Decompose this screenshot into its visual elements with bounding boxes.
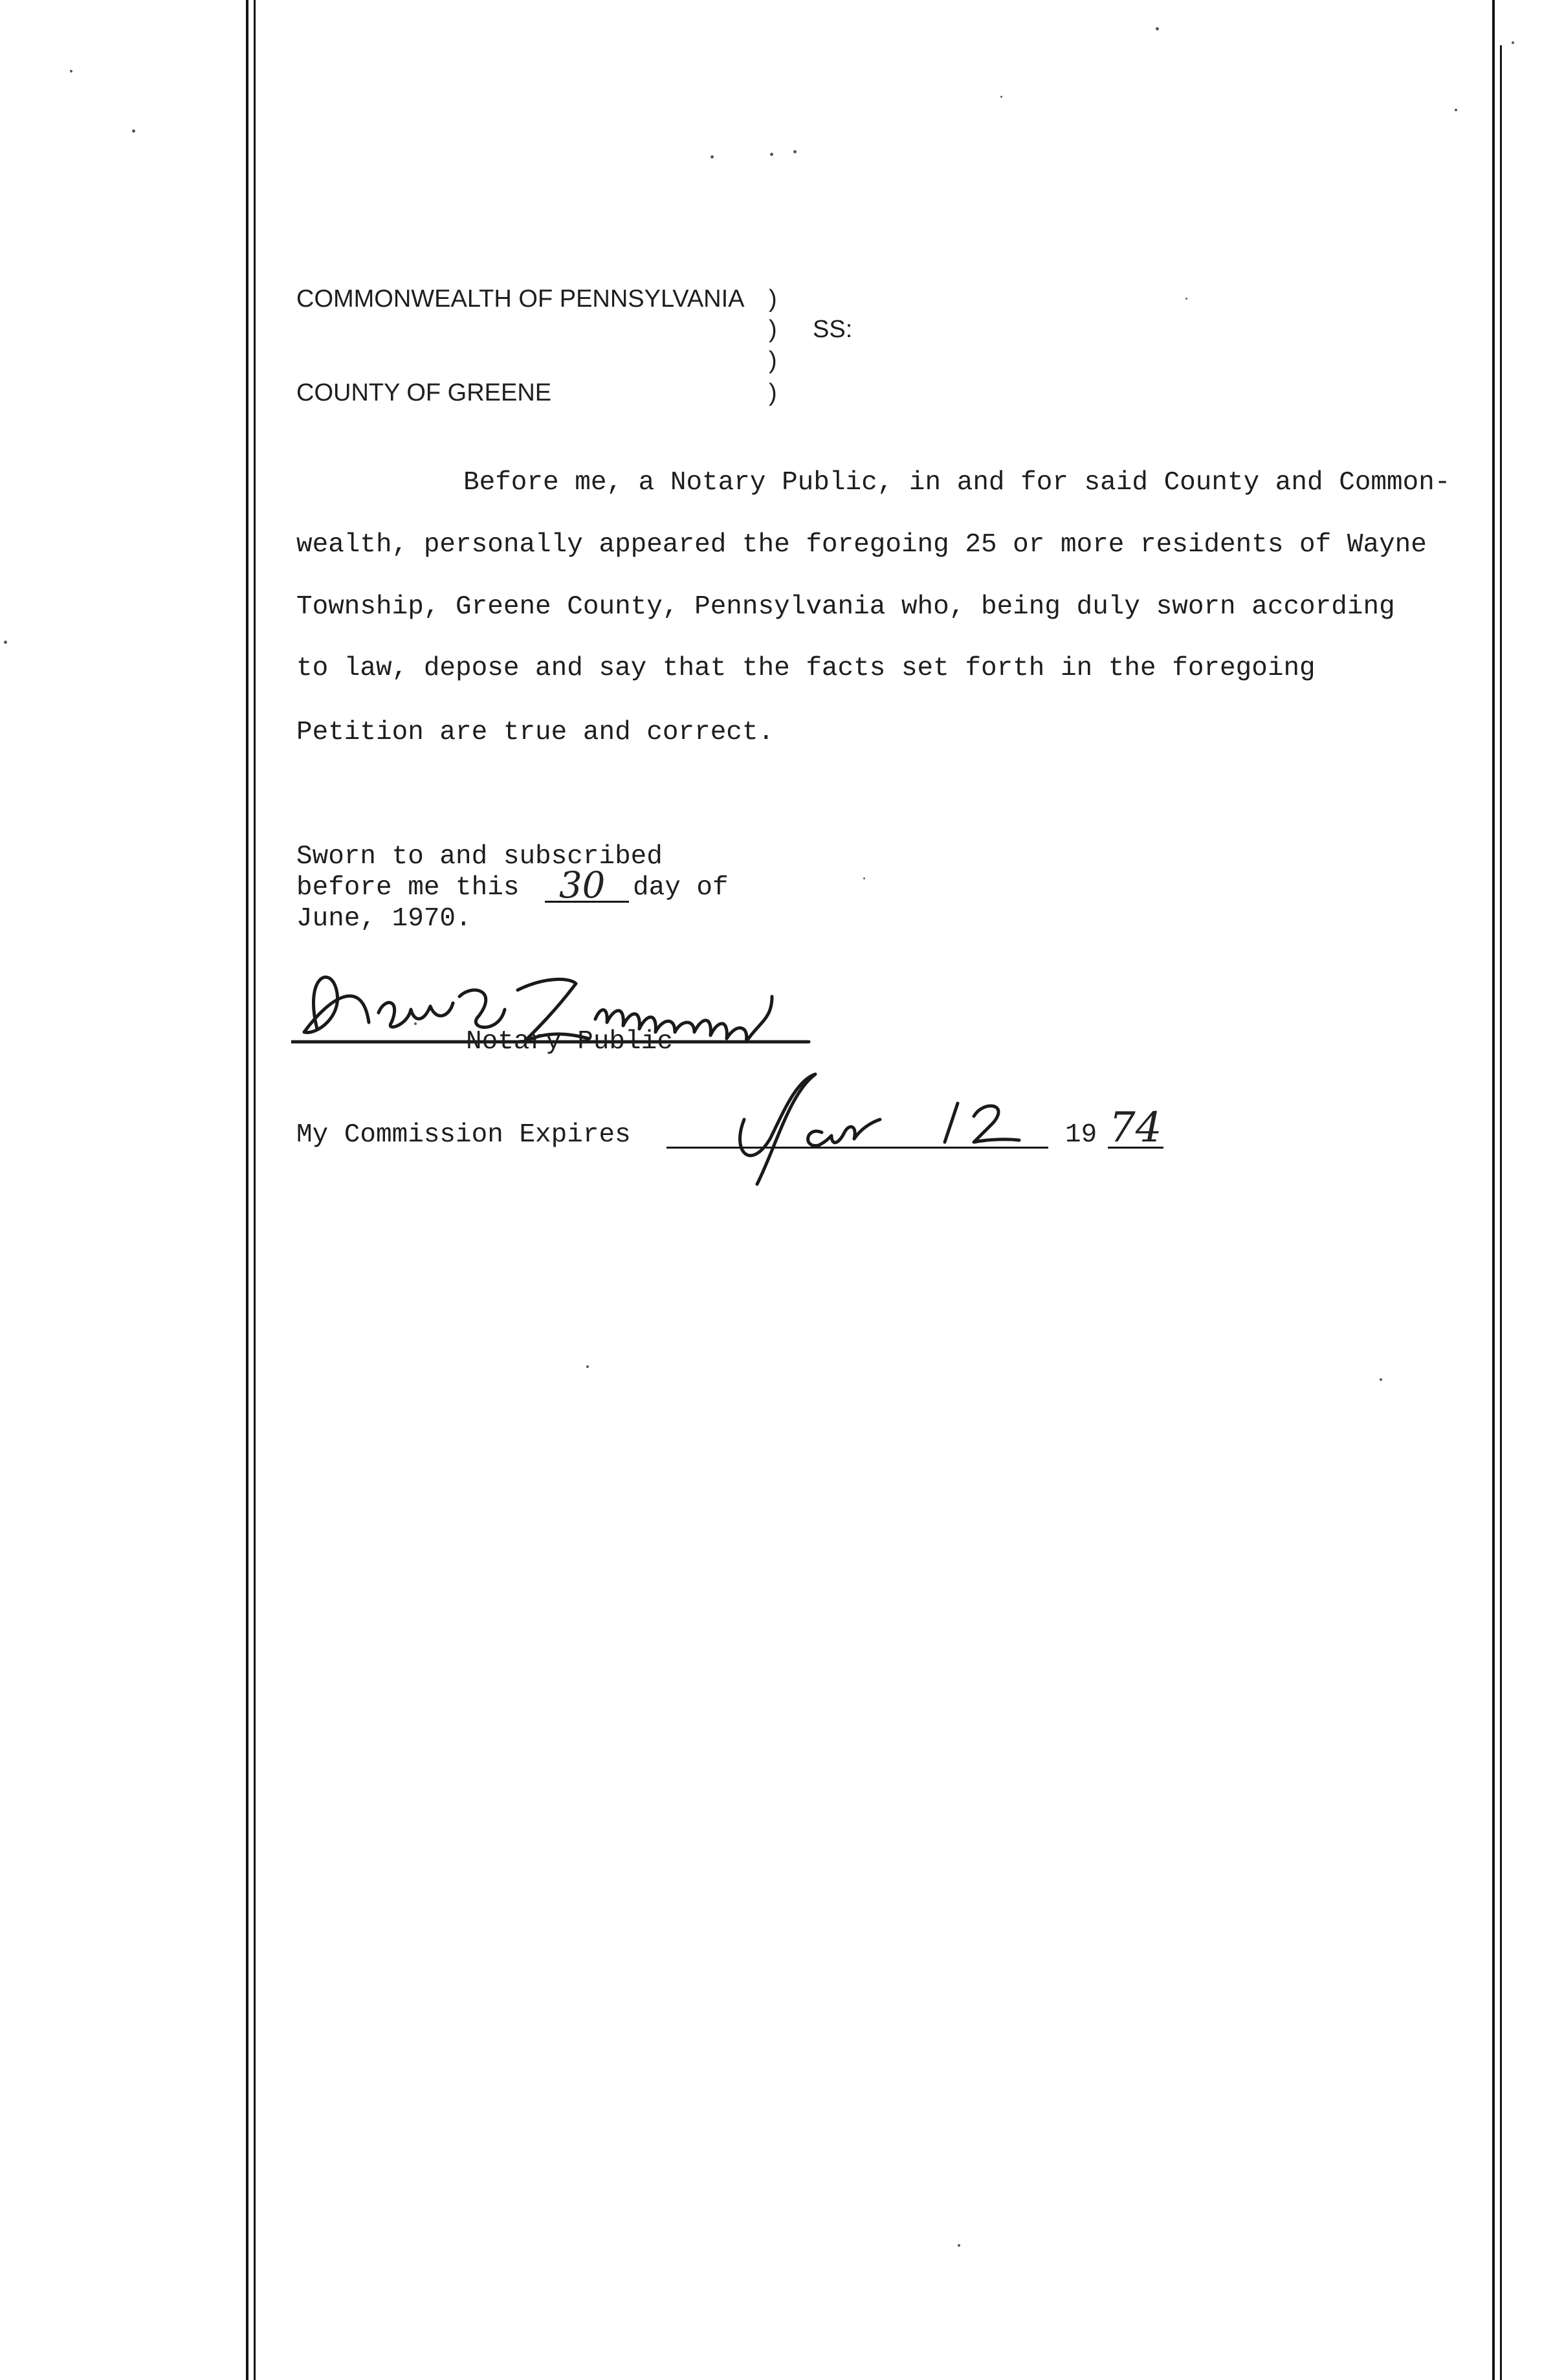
scan-speck <box>1512 41 1514 44</box>
scan-speck <box>793 150 797 153</box>
caption-state: COMMONWEALTH OF PENNSYLVANIA <box>296 285 745 313</box>
caption-paren: ) <box>769 347 777 374</box>
left-margin-rule-inner <box>254 0 256 2380</box>
body-line: Township, Greene County, Pennsylvania who, being duly sworn according <box>296 592 1395 622</box>
right-margin-rule-outer <box>1492 0 1495 2380</box>
commission-year-suffix: 74 <box>1109 1104 1162 1152</box>
scan-speck <box>132 129 135 133</box>
signature-text: Doris S. Zimmerman <box>298 1065 305 1066</box>
scan-speck <box>4 641 7 644</box>
commission-month <box>731 1100 732 1101</box>
jurat-line-prefix: before me this <box>296 873 520 903</box>
jurat-line: June, 1970. <box>296 904 472 934</box>
caption-paren: ) <box>769 379 777 406</box>
scan-speck <box>586 1365 589 1368</box>
scan-speck <box>770 153 773 156</box>
scan-speck <box>70 70 72 72</box>
commission-label: My Commission Expires <box>296 1120 631 1150</box>
caption-paren: ) <box>769 316 777 343</box>
scan-speck <box>1185 298 1187 300</box>
body-line: Petition are true and correct. <box>296 718 775 747</box>
scan-speck <box>710 155 714 159</box>
commission-month-handwriting <box>725 1068 932 1197</box>
jurat-line-suffix: day of <box>633 873 729 903</box>
body-line: to law, depose and say that the facts set forth in the foregoing <box>296 654 1316 683</box>
scan-speck <box>1455 109 1457 111</box>
body-line: wealth, personally appeared the foregoing 25 or more residents of Wayne <box>296 530 1427 560</box>
caption-county: COUNTY OF GREENE <box>296 379 552 406</box>
right-margin-rule-inner <box>1500 45 1502 2380</box>
commission-day-handwriting <box>938 1094 1029 1152</box>
notary-title: Notary Public <box>466 1027 673 1057</box>
scan-speck <box>863 877 865 879</box>
jurat-line: Sworn to and subscribed <box>296 842 663 872</box>
left-margin-rule-outer <box>246 0 248 2380</box>
scan-speck <box>1380 1378 1382 1381</box>
scan-speck <box>1000 96 1002 98</box>
caption-ss: SS: <box>813 316 853 343</box>
commission-year-prefix: 19 <box>1065 1120 1097 1150</box>
handwritten-day: 30 <box>559 865 606 907</box>
scan-speck <box>1156 27 1159 30</box>
body-line: Before me, a Notary Public, in and for said County and Common- <box>463 468 1451 498</box>
caption-paren: ) <box>769 285 777 313</box>
scan-speck <box>958 2244 960 2247</box>
